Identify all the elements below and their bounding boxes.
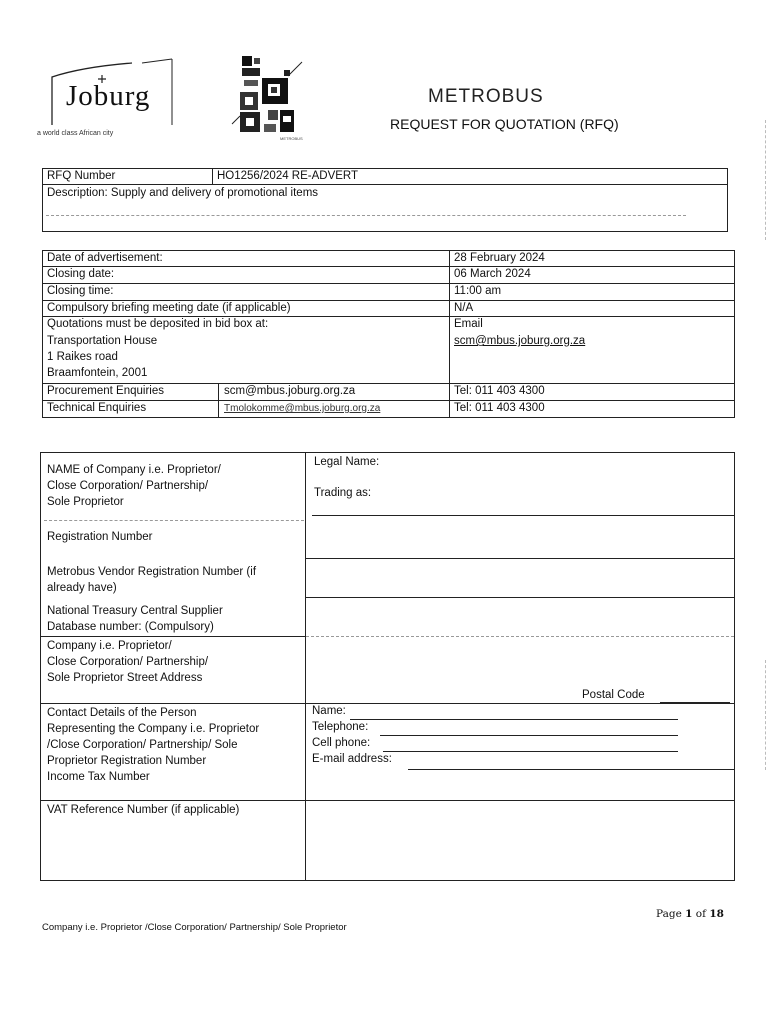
closing-date-label: Closing date: [47,268,115,280]
metrobus-emblem-icon [228,52,320,144]
closing-time-value: 11:00 am [454,285,502,297]
cell-phone-label: Cell phone: [312,737,371,749]
legal-name-label: Legal Name: [314,456,380,468]
deposit-line-3: 1 Raikes road [47,351,118,363]
metrobus-logo [228,52,320,144]
rfq-number-value: HO1256/2024 RE-ADVERT [217,170,359,182]
company-name-label-l1: NAME of Company i.e. Proprietor/ [47,464,221,476]
page-title: METROBUS [428,86,544,107]
contact-label-l2: Representing the Company i.e. Proprietor [47,723,260,735]
page-subtitle: REQUEST FOR QUOTATION (RFQ) [390,116,619,132]
advertisement-label: Date of advertisement: [47,252,163,264]
page-of: of [692,908,710,920]
postal-code-label: Postal Code [582,689,645,701]
briefing-label: Compulsory briefing meeting date (if applicable) [47,302,291,314]
vendor-registration-label-l2: already have) [47,582,117,594]
contact-label-l4: Proprietor Registration Number [47,755,207,767]
cell-phone-field[interactable] [383,751,678,752]
technical-tel: Tel: 011 403 4300 [454,402,545,414]
technical-email-link[interactable]: Tmolokomme@mbus.joburg.org.za [224,403,381,414]
closing-time-label: Closing time: [47,285,114,297]
metrobus-logo-caption: METROBUS [280,136,303,141]
closing-date-value: 06 March 2024 [454,268,531,280]
joburg-wordmark: Joburg [66,80,151,112]
vat-number-label: VAT Reference Number (if applicable) [47,804,240,816]
footer-text: Company i.e. Proprietor /Close Corporation/ Partnership/ Sole Proprietor [42,922,347,933]
telephone-label: Telephone: [312,721,369,733]
contact-name-field[interactable] [350,719,678,720]
telephone-field[interactable] [380,735,678,736]
technical-label: Technical Enquiries [47,402,147,414]
joburg-tagline: a world class African city [37,130,114,137]
registration-number-label: Registration Number [47,531,153,543]
street-address-label-l2: Close Corporation/ Partnership/ [47,656,209,668]
csd-label-l2: Database number: (Compulsory) [47,621,214,633]
page-prefix: Page [656,908,686,920]
contact-label-l1: Contact Details of the Person [47,707,197,719]
street-address-label-l3: Sole Proprietor Street Address [47,672,203,684]
trading-as-label: Trading as: [314,487,372,499]
deposit-email-link[interactable]: scm@mbus.joburg.org.za [454,335,586,347]
company-name-label-l3: Sole Proprietor [47,496,124,508]
street-address-label-l1: Company i.e. Proprietor/ [47,640,172,652]
contact-label-l3: /Close Corporation/ Partnership/ Sole [47,739,238,751]
page-current: 1 [685,908,693,920]
deposit-line-4: Braamfontein, 2001 [47,367,148,379]
company-name-label-l2: Close Corporation/ Partnership/ [47,480,209,492]
page-number [656,908,724,920]
rfq-number-label: RFQ Number [47,170,116,182]
deposit-value-email-label: Email [454,318,483,330]
procurement-tel: Tel: 011 403 4300 [454,385,545,397]
scan-edge-line [765,660,766,770]
procurement-label: Procurement Enquiries [47,385,164,397]
deposit-line-1: Quotations must be deposited in bid box at: [47,318,269,330]
procurement-email[interactable]: scm@mbus.joburg.org.za [224,385,356,397]
csd-label-l1: National Treasury Central Supplier [47,605,223,617]
page-total: 18 [709,908,724,920]
vendor-registration-label-l1: Metrobus Vendor Registration Number (if [47,566,257,578]
deposit-line-2: Transportation House [47,335,158,347]
contact-label-l5: Income Tax Number [47,771,150,783]
rfq-description: Description: Supply and delivery of promotional items [47,187,319,199]
postal-code-field[interactable] [660,702,730,703]
briefing-value: N/A [454,302,474,314]
scan-edge-line [765,120,766,240]
contact-name-label: Name: [312,705,346,717]
email-address-label: E-mail address: [312,753,392,765]
advertisement-value: 28 February 2024 [454,252,545,264]
email-address-field[interactable] [408,769,734,770]
